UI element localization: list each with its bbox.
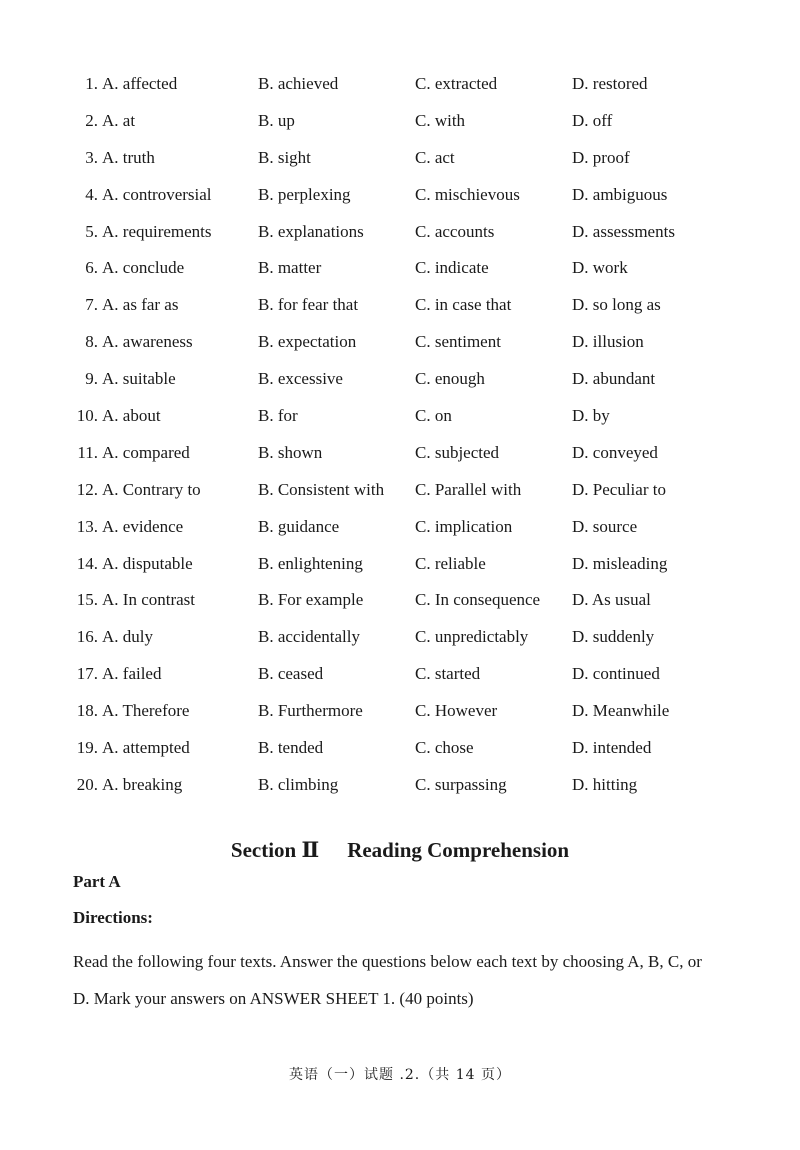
option-a: A. attempted <box>102 738 190 758</box>
question-row <box>0 513 800 550</box>
question-row <box>0 550 800 587</box>
option-b: B. guidance <box>258 516 340 536</box>
option-b: B. expectation <box>258 332 357 352</box>
option-c: C. on <box>415 406 452 426</box>
option-c: C. indicate <box>415 258 489 278</box>
question-number: 14. <box>76 553 98 573</box>
option-a: A. Therefore <box>102 701 190 721</box>
question-number: 11. <box>77 442 98 462</box>
question-number: 1. <box>85 74 98 93</box>
option-d: D. As usual <box>572 590 651 610</box>
option-b: B. matter <box>258 258 322 278</box>
option-b: B. Furthermore <box>258 701 363 721</box>
option-c: C. in case that <box>415 295 512 315</box>
option-d: D. suddenly <box>572 627 655 647</box>
question-row <box>0 623 800 660</box>
option-d: D. continued <box>572 664 660 684</box>
option-a: A. affected <box>102 74 178 93</box>
question-number: 15. <box>76 590 98 610</box>
option-b: B. for <box>258 406 298 426</box>
section-name: Reading Comprehension <box>347 838 570 862</box>
question-number: 18. <box>76 701 98 721</box>
question-number: 17. <box>76 664 98 684</box>
question-row <box>0 291 800 328</box>
option-b: B. up <box>258 110 295 130</box>
question-row <box>0 439 800 476</box>
option-d: D. Meanwhile <box>572 701 670 721</box>
option-c: C. sentiment <box>415 332 501 352</box>
option-b: B. tended <box>258 738 324 758</box>
page-footer: 英语（一）试题 .2.（共 14 页） <box>289 1067 511 1083</box>
option-a: A. about <box>102 406 161 426</box>
option-c: C. started <box>415 664 481 684</box>
option-a: A. evidence <box>102 516 184 536</box>
question-row <box>0 476 800 513</box>
question-row <box>0 697 800 734</box>
option-d: D. conveyed <box>572 442 658 462</box>
option-c: C. implication <box>415 516 513 536</box>
option-c: C. act <box>415 147 455 167</box>
question-number: 5. <box>85 221 98 241</box>
option-c: C. reliable <box>415 553 486 573</box>
option-c: C. accounts <box>415 221 495 241</box>
option-c: C. mischievous <box>415 184 520 204</box>
question-number: 9. <box>85 369 98 389</box>
question-row <box>0 586 800 623</box>
question-row <box>0 402 800 439</box>
option-a: A. suitable <box>102 369 176 389</box>
option-b: B. perplexing <box>258 184 351 204</box>
option-d: D. source <box>572 516 638 536</box>
option-c: C. In consequence <box>415 590 541 610</box>
option-b: B. explanations <box>258 221 364 241</box>
directions-text: Read the following four texts. Answer the questions below each text by choosing A, B, C, or D. Mark your answers on ANSWER SHEET 1. (40 points) <box>73 952 702 1008</box>
option-d: D. restored <box>572 74 648 93</box>
question-row <box>0 70 800 107</box>
option-a: A. at <box>102 110 136 130</box>
option-b: B. sight <box>258 147 311 167</box>
section-label: Section Ⅱ <box>230 838 320 862</box>
question-number: 8. <box>85 332 98 352</box>
option-a: A. breaking <box>102 774 183 794</box>
option-b: B. For example <box>258 590 364 610</box>
option-b: B. excessive <box>258 369 343 389</box>
option-c: C. subjected <box>415 442 500 462</box>
question-number: 3. <box>85 147 98 167</box>
option-a: A. truth <box>102 147 155 167</box>
question-number: 13. <box>76 516 98 536</box>
question-row <box>0 734 800 771</box>
option-a: A. controversial <box>102 184 212 204</box>
option-d: D. so long as <box>572 295 661 315</box>
option-a: A. In contrast <box>102 590 196 610</box>
question-row <box>0 181 800 218</box>
option-b: B. accidentally <box>258 627 360 647</box>
question-number: 19. <box>76 738 98 758</box>
option-b: B. achieved <box>258 74 339 93</box>
question-number: 4. <box>85 184 98 204</box>
option-a: A. Contrary to <box>102 479 201 499</box>
option-d: D. off <box>572 110 613 130</box>
section-title <box>0 836 800 864</box>
question-number: 20. <box>76 774 98 794</box>
option-d: D. assessments <box>572 221 675 241</box>
option-c: C. enough <box>415 369 485 389</box>
option-c: C. chose <box>415 738 474 758</box>
option-b: B. shown <box>258 442 323 462</box>
question-number: 10. <box>76 406 98 426</box>
option-b: B. ceased <box>258 664 324 684</box>
question-row <box>0 144 800 181</box>
option-d: D. abundant <box>572 369 656 389</box>
question-list <box>0 70 800 808</box>
question-row <box>0 771 800 808</box>
option-a: A. failed <box>102 664 162 684</box>
option-a: A. awareness <box>102 332 193 352</box>
option-a: A. disputable <box>102 553 193 573</box>
option-d: D. ambiguous <box>572 184 668 204</box>
option-c: C. Parallel with <box>415 479 522 499</box>
question-row <box>0 107 800 144</box>
option-c: C. unpredictably <box>415 627 529 647</box>
question-number: 7. <box>85 295 98 315</box>
option-a: A. compared <box>102 442 190 462</box>
option-c: C. However <box>415 701 498 721</box>
option-d: D. by <box>572 406 610 426</box>
option-c: C. surpassing <box>415 774 507 794</box>
option-c: C. extracted <box>415 74 498 93</box>
directions-title: Directions: <box>73 908 153 927</box>
part-title: Part A <box>73 872 121 891</box>
question-number: 12. <box>76 479 98 499</box>
option-d: D. work <box>572 258 628 278</box>
option-b: B. Consistent with <box>258 479 385 499</box>
option-a: A. requirements <box>102 221 212 241</box>
option-d: D. hitting <box>572 774 638 794</box>
option-a: A. duly <box>102 627 153 647</box>
question-row <box>0 328 800 365</box>
option-b: B. for fear that <box>258 295 359 315</box>
question-row <box>0 218 800 255</box>
option-b: B. enlightening <box>258 553 363 573</box>
option-b: B. climbing <box>258 774 339 794</box>
question-row <box>0 660 800 697</box>
question-number: 2. <box>85 110 98 130</box>
option-a: A. conclude <box>102 258 185 278</box>
question-number: 6. <box>85 258 98 278</box>
option-d: D. misleading <box>572 553 668 573</box>
option-d: D. intended <box>572 738 652 758</box>
question-number: 16. <box>76 627 98 647</box>
question-row <box>0 254 800 291</box>
option-d: D. Peculiar to <box>572 479 666 499</box>
option-d: D. illusion <box>572 332 644 352</box>
option-c: C. with <box>415 110 466 130</box>
option-d: D. proof <box>572 147 630 167</box>
question-row <box>0 365 800 402</box>
option-a: A. as far as <box>102 295 179 315</box>
